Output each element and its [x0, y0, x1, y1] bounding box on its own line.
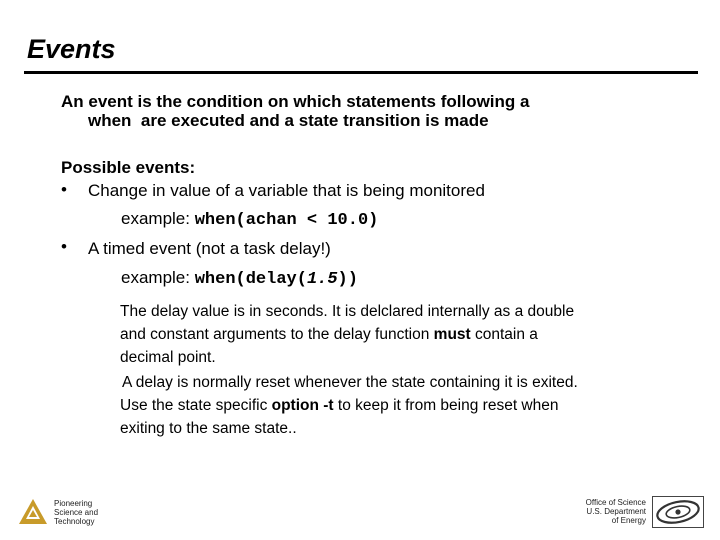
possible-events-heading: Possible events: — [61, 158, 196, 177]
doe-science-swirl-icon — [652, 496, 704, 528]
slide-title: Events — [27, 34, 116, 64]
intro-line-1: An event is the condition on which statements following a — [61, 92, 530, 111]
note-text: Use the state specific — [120, 397, 272, 414]
note-line — [120, 323, 574, 346]
footer-left-text — [54, 499, 98, 526]
bullet-2-example — [121, 268, 358, 290]
note-text: to keep it from being reset when — [333, 397, 559, 414]
delay-note-2 — [120, 371, 578, 440]
note-line — [120, 394, 578, 417]
title-divider — [24, 71, 698, 74]
bullet-1-text: Change in value of a variable that is being monitored — [88, 181, 485, 200]
note-text: and constant arguments to the delay function — [120, 326, 434, 343]
note-line: exiting to the same state.. — [120, 420, 297, 437]
example-label: example: — [121, 209, 190, 228]
note-line: A delay is normally reset whenever the state containing it is exited. — [122, 374, 578, 391]
example-code — [195, 270, 358, 289]
code-post: )) — [337, 270, 358, 289]
intro-line-2: when are executed and a state transition is made — [88, 111, 489, 130]
note-text: contain a — [470, 326, 538, 343]
example-label: example: — [121, 268, 190, 287]
footer-line: Science and — [54, 508, 99, 517]
code-arg: 1.5 — [306, 270, 338, 289]
note-line: The delay value is in seconds. It is delclared internally as a double — [120, 303, 575, 320]
example-code: when(achan < 10.0) — [194, 211, 379, 230]
code-pre: when(delay( — [194, 270, 307, 289]
note-emphasis: must — [433, 326, 471, 343]
footer-line: Office of Science — [585, 498, 646, 507]
bullet-1-example — [121, 209, 378, 231]
argonne-triangle-icon — [18, 498, 48, 525]
note-emphasis: option -t — [271, 397, 334, 414]
footer-right-text — [586, 498, 646, 525]
delay-note-1 — [120, 300, 574, 369]
footer-line: Pioneering — [54, 499, 93, 508]
footer-line: Technology — [54, 517, 95, 526]
bullet-marker: • — [61, 180, 67, 199]
note-line: decimal point. — [120, 349, 216, 366]
footer-line: U.S. Department — [586, 507, 646, 516]
bullet-marker: • — [61, 237, 67, 256]
footer-line: of Energy — [611, 516, 646, 525]
bullet-2-text: A timed event (not a task delay!) — [88, 239, 331, 258]
